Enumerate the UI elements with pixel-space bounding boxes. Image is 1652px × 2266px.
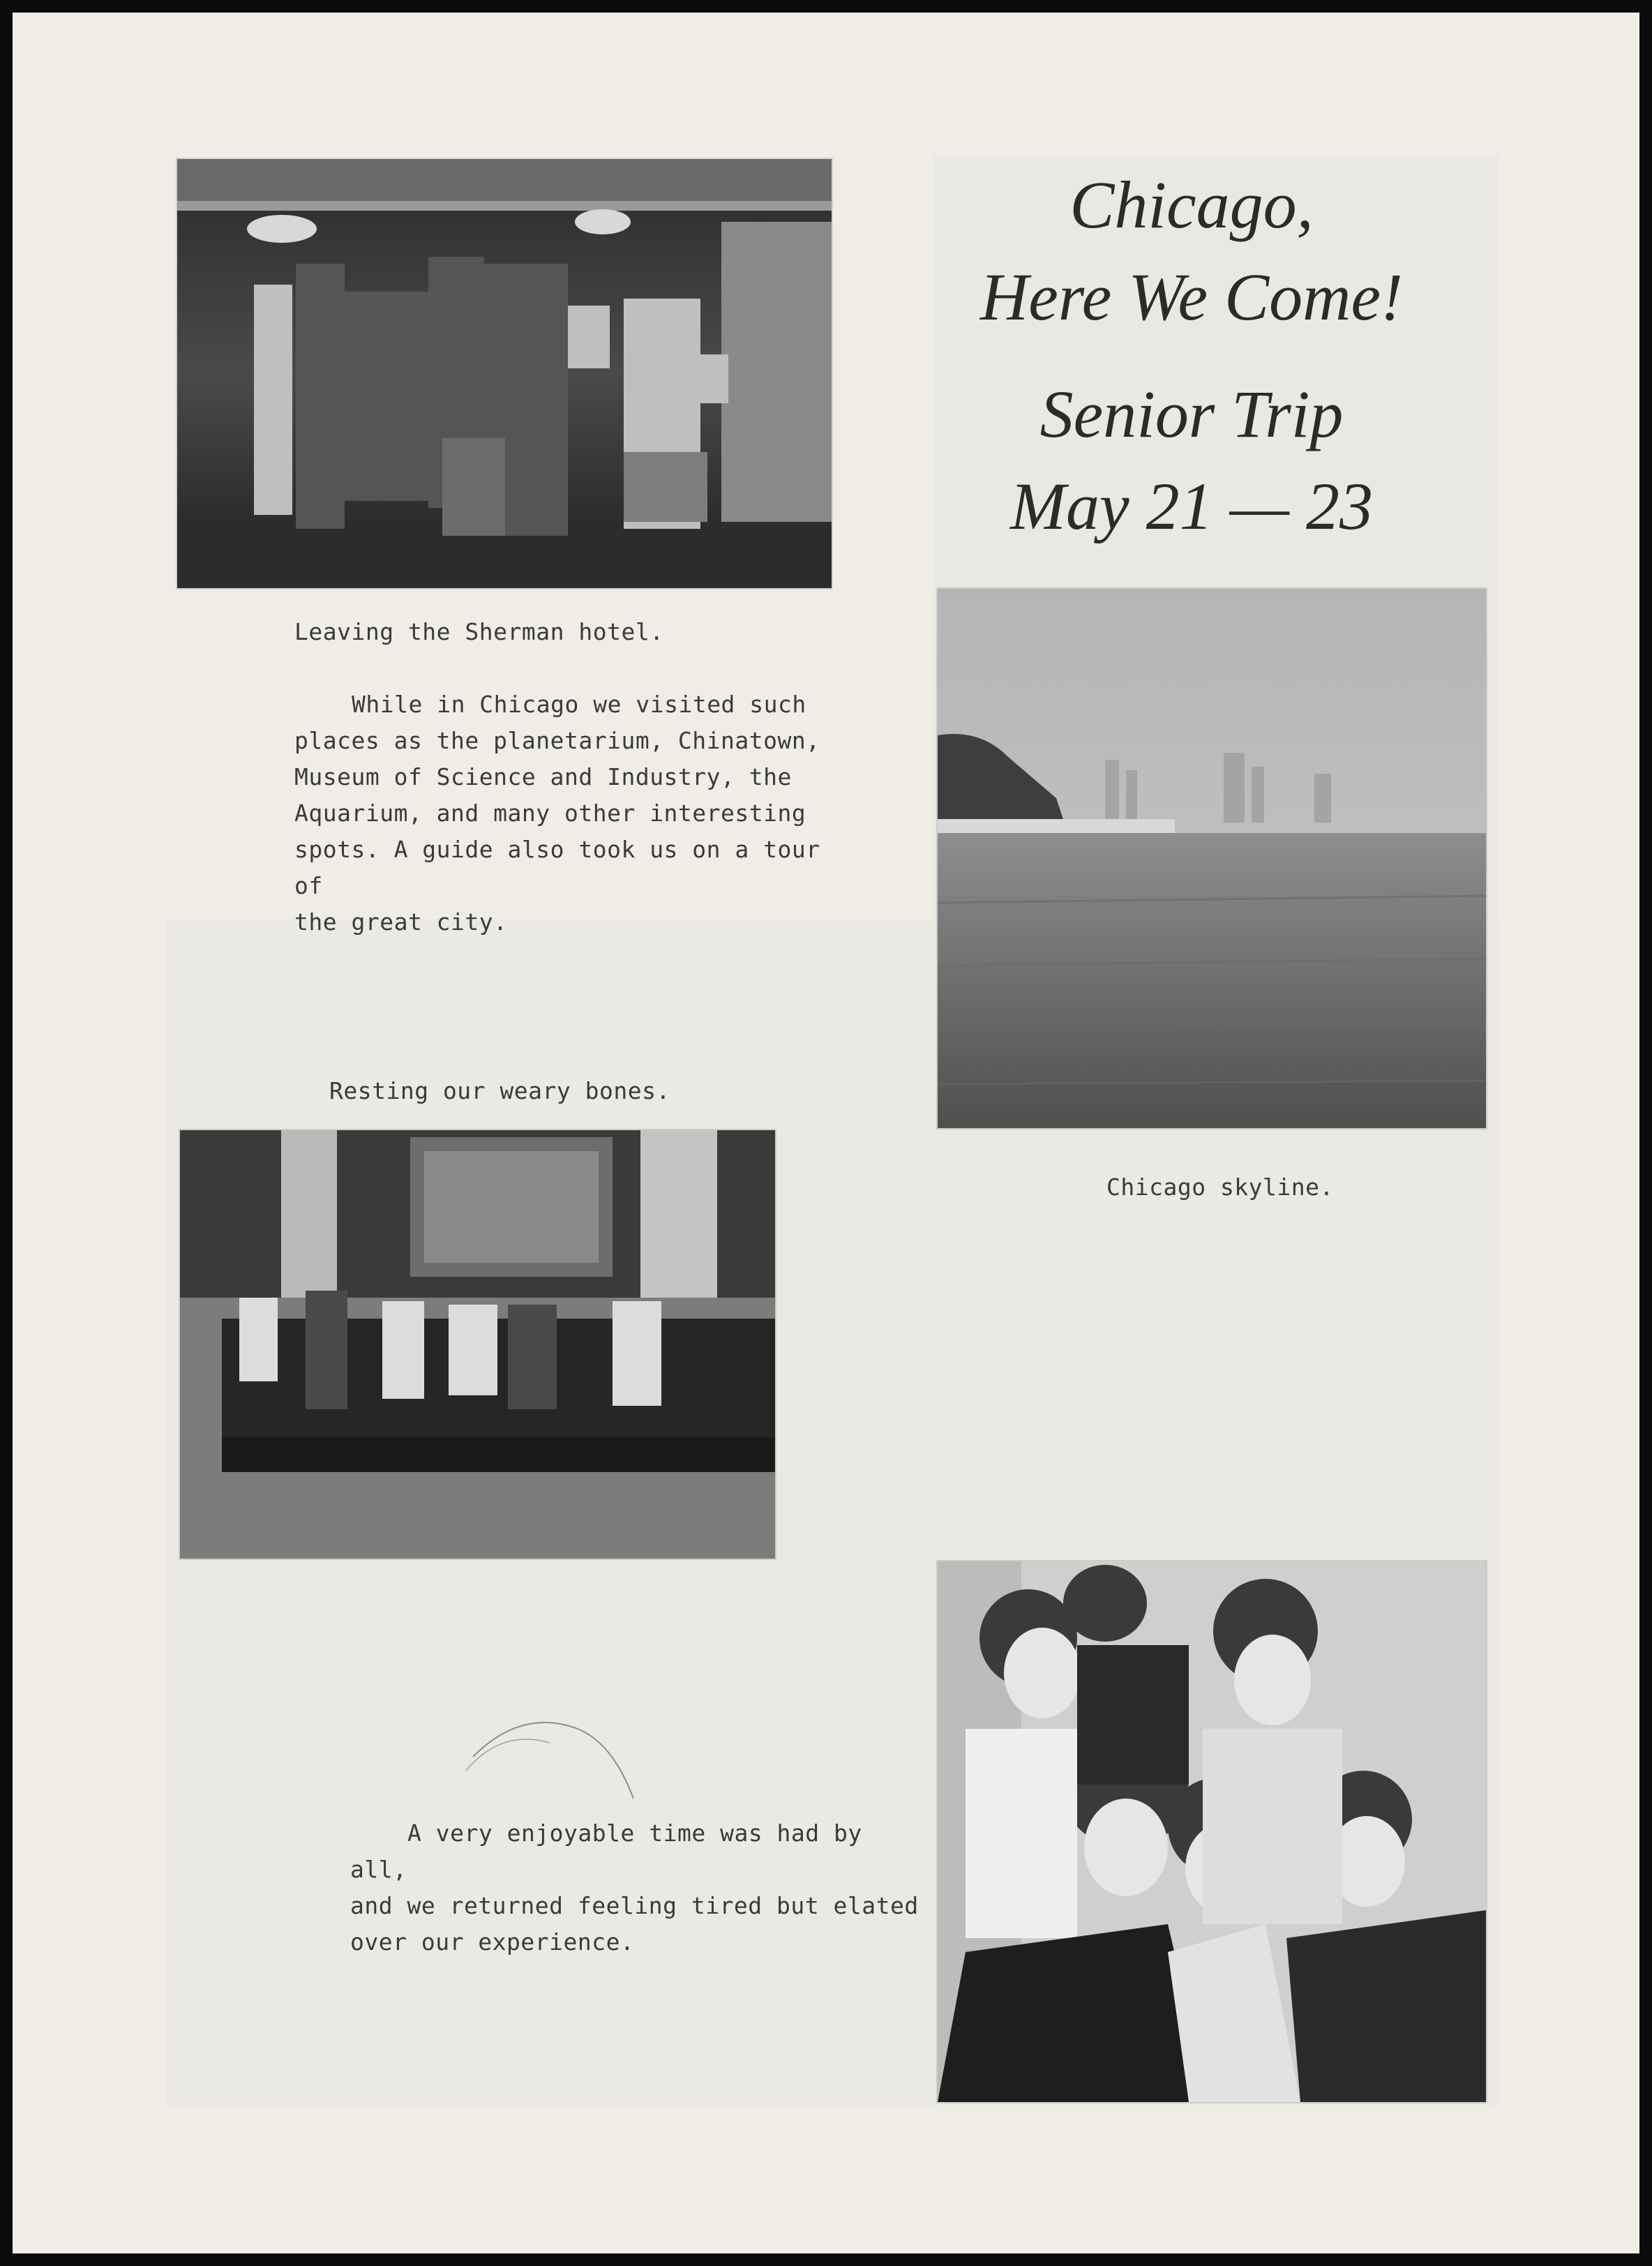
yearbook-page [13,13,1639,2253]
chicago-skyline-photo [938,589,1486,1128]
title-line-1: Chicago, [1069,167,1314,242]
paragraph-closing: A very enjoyable time was had by all, and we returned feeling tired but elated over our experience. [350,1819,919,1956]
title-line-3: Senior Trip [1039,377,1344,451]
caption-skyline: Chicago skyline. [1106,1173,1334,1201]
girls-group-photo [938,1561,1486,2102]
hotel-lobby-photo [177,159,832,588]
caption-hotel: Leaving the Sherman hotel. [294,618,664,645]
title-line-4: May 21 — 23 [1010,469,1373,543]
scribble-mark [459,1701,640,1813]
page-title [940,159,1443,553]
paragraph-visit: While in Chicago we visited such places as the planetarium, Chinatown, Museum of Science and Industry, the Aquarium, and many other interesting spots. A guide also took us on a tour of the great city. [294,691,820,936]
caption-resting: Resting our weary bones. [329,1077,670,1104]
title-line-2: Here We Come! [979,260,1404,334]
resting-group-photo [180,1130,775,1559]
